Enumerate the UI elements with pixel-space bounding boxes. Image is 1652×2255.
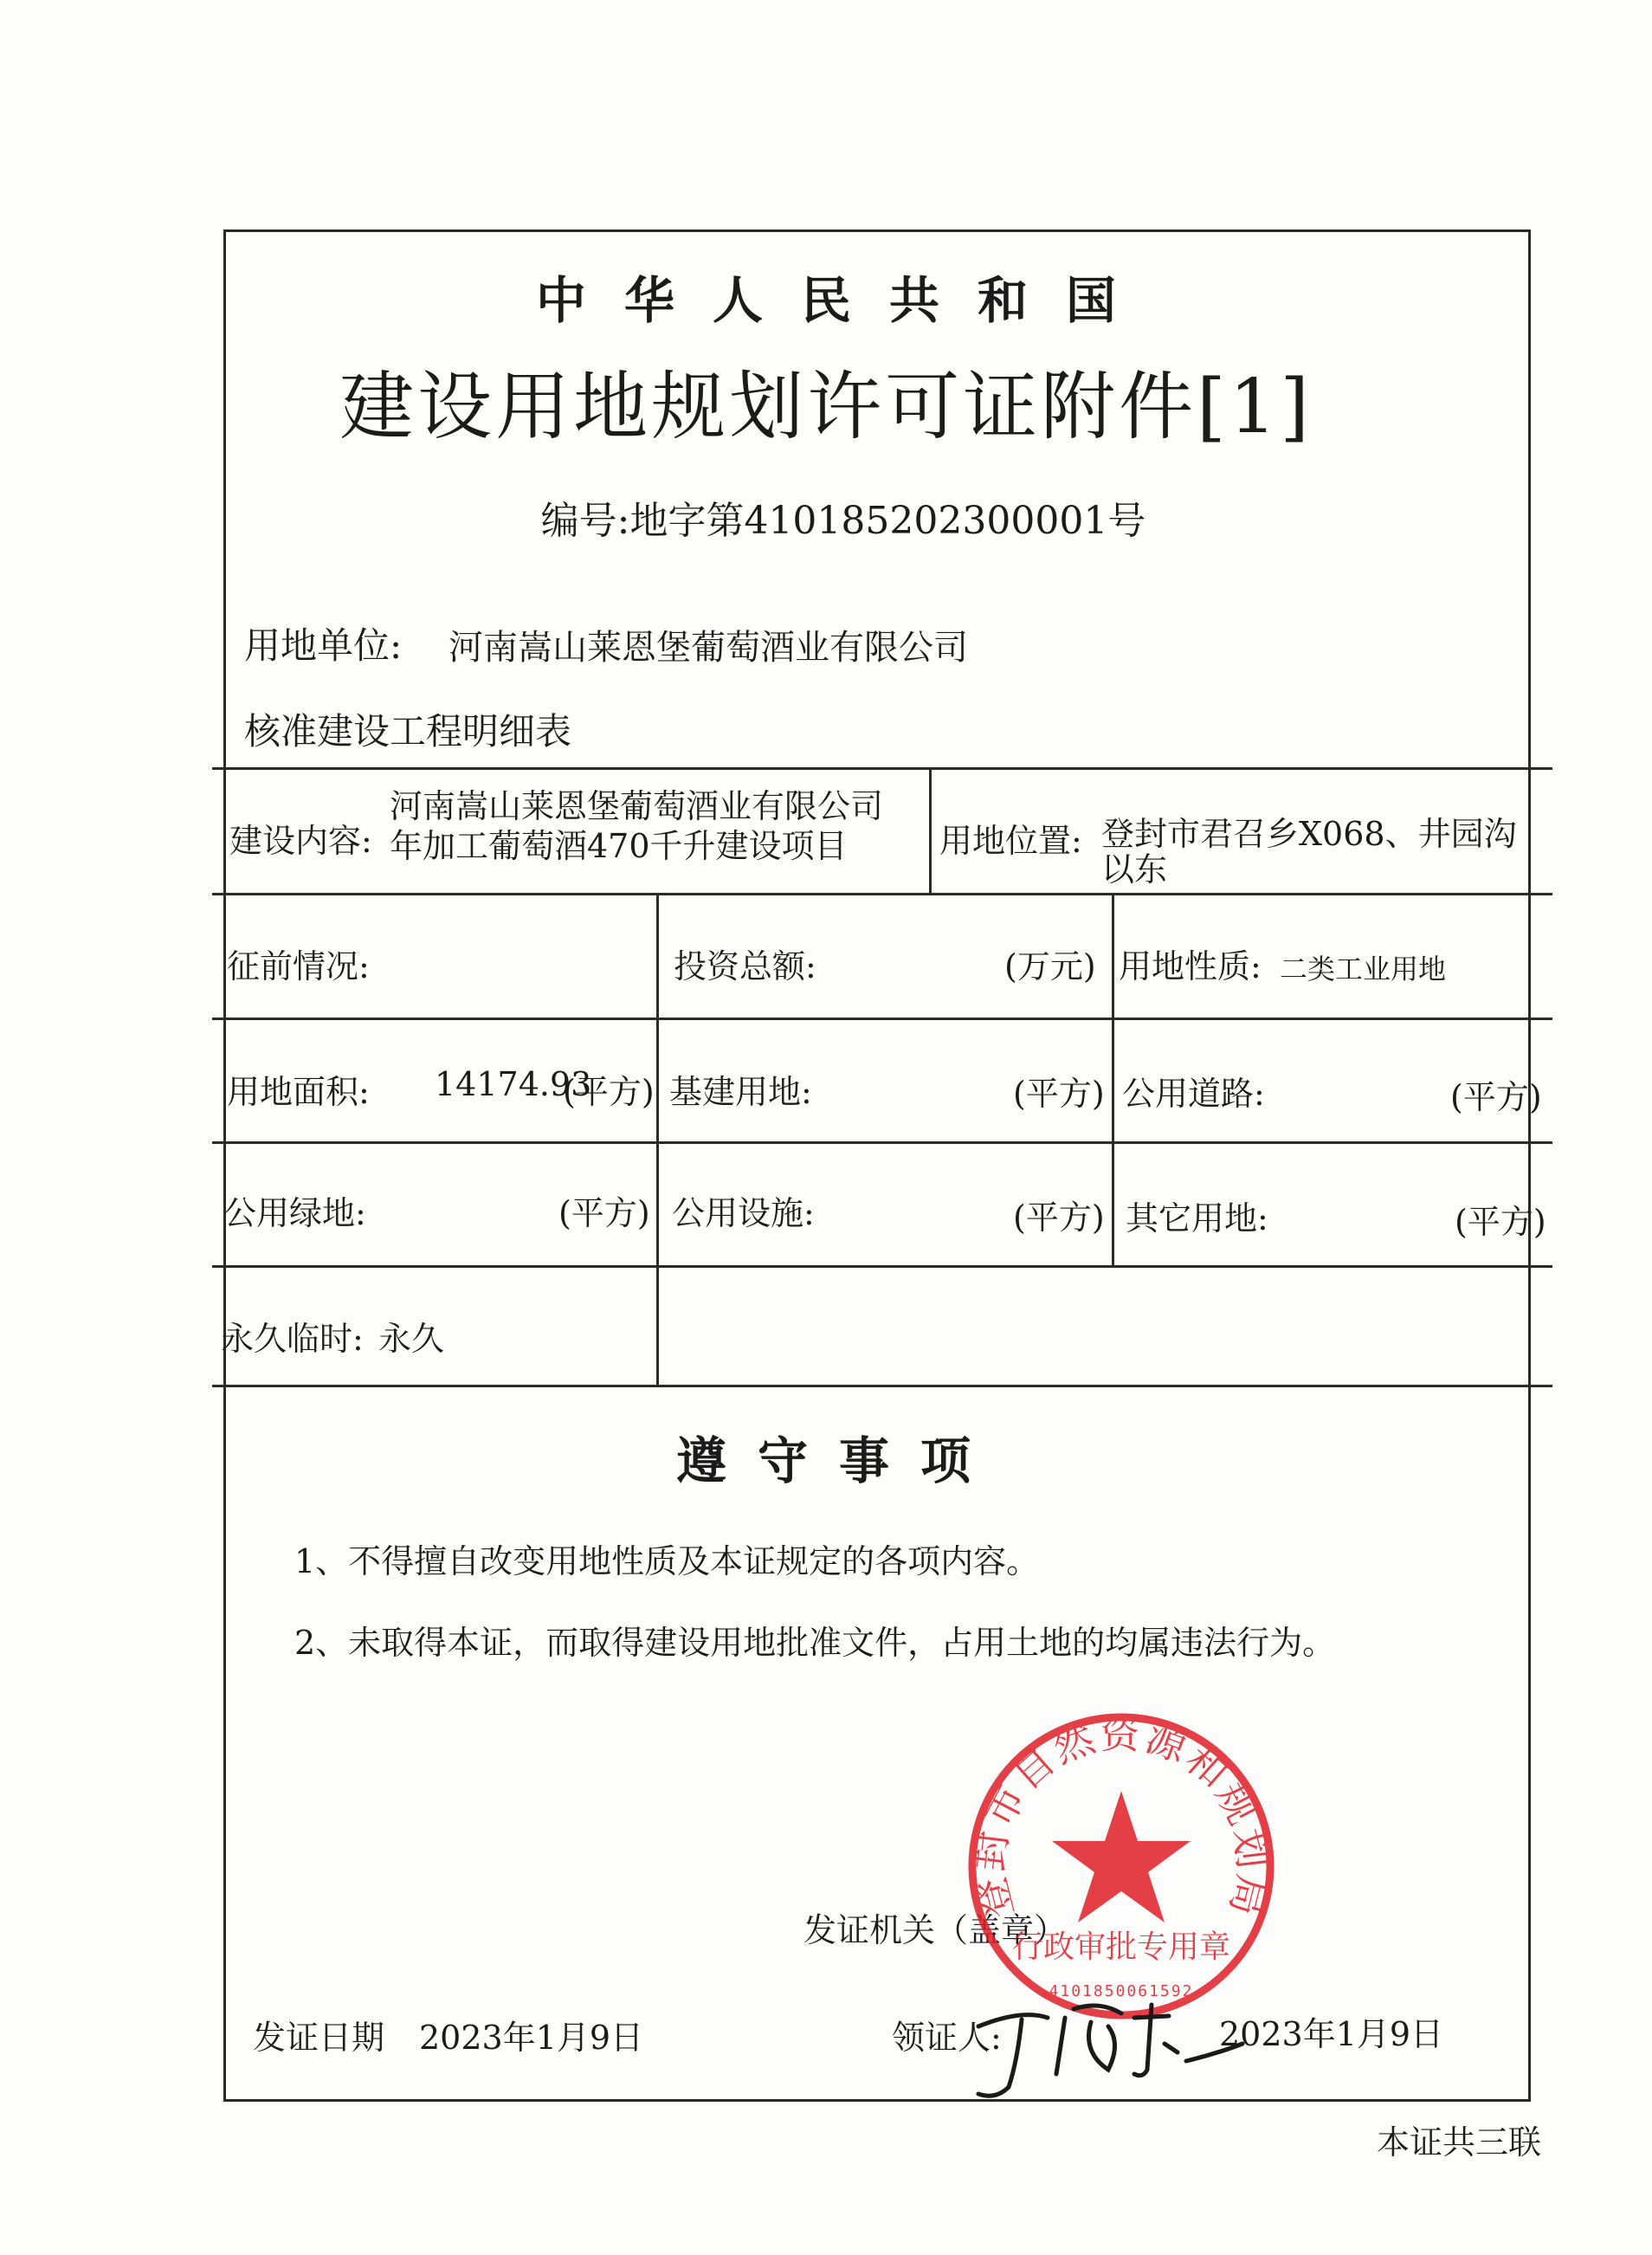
table-divider <box>212 893 1552 895</box>
notice-rule-1: 1、不得擅自改变用地性质及本证规定的各项内容。 <box>294 1542 1040 1580</box>
issue-date-label: 发证日期 <box>253 2019 385 2057</box>
notice-rule-2: 2、未取得本证，而取得建设用地批准文件，占用土地的均属违法行为。 <box>294 1624 1336 1662</box>
public-green-label: 公用绿地: <box>223 1194 366 1232</box>
infrastructure-unit: (平方) <box>1013 1075 1105 1113</box>
applicant-value: 河南嵩山莱恩堡葡萄酒业有限公司 <box>448 628 968 668</box>
investment-label: 投资总额: <box>674 947 816 985</box>
certificate-title: 建设用地规划许可证附件[1] <box>339 364 1313 450</box>
table-divider <box>212 1018 1552 1020</box>
construction-line-1: 河南嵩山莱恩堡葡萄酒业有限公司 <box>390 787 884 825</box>
official-seal <box>957 1697 1286 2035</box>
seal-outer-text: 登封市自然资源和规划局 <box>965 1710 1277 1923</box>
location-line-2: 以东 <box>1101 850 1168 888</box>
table-divider <box>1112 893 1114 1265</box>
recipient-label: 领证人: <box>892 2019 1002 2057</box>
infrastructure-label: 基建用地: <box>669 1073 812 1111</box>
notice-title: 遵守事项 <box>675 1431 1002 1490</box>
table-divider <box>929 767 932 893</box>
land-nature-value: 二类工业用地 <box>1280 953 1447 985</box>
seal-star-icon <box>1052 1791 1191 1922</box>
public-road-unit: (平方) <box>1450 1078 1542 1116</box>
table-divider <box>212 1265 1552 1268</box>
land-area-label: 用地面积: <box>227 1073 370 1111</box>
other-land-label: 其它用地: <box>1126 1199 1268 1237</box>
pre-acquisition-label: 征前情况: <box>227 947 370 985</box>
approved-section-label: 核准建设工程明细表 <box>244 710 572 753</box>
public-facility-label: 公用设施: <box>672 1194 815 1232</box>
construction-label: 建设内容: <box>229 822 372 860</box>
public-road-label: 公用道路: <box>1122 1075 1265 1113</box>
country-heading: 中华人民共和国 <box>535 271 1154 330</box>
location-line-1: 登封市君召乡X068、井园沟 <box>1101 815 1517 853</box>
table-divider <box>656 893 659 1385</box>
land-area-unit: (平方) <box>563 1073 655 1111</box>
table-divider <box>212 1141 1552 1144</box>
recipient-signature <box>970 1992 1247 2104</box>
land-nature-label: 用地性质: <box>1119 947 1262 985</box>
construction-line-2: 年加工葡萄酒470千升建设项目 <box>390 827 848 865</box>
seal-code: 4101850061592 <box>1049 1982 1194 2000</box>
investment-unit: (万元) <box>1004 947 1096 985</box>
term-value: 永久 <box>378 1320 445 1358</box>
seal-inner-text: 行政审批专用章 <box>1011 1929 1231 1965</box>
issuer-label: 发证机关（盖章） <box>803 1911 1068 1949</box>
table-border-top <box>212 767 1552 770</box>
land-area-value: 14174.93 <box>435 1065 592 1103</box>
public-green-unit: (平方) <box>558 1194 650 1232</box>
term-label: 永久临时: <box>221 1320 364 1358</box>
issue-date-value: 2023年1月9日 <box>419 2019 644 2057</box>
certificate-number: 编号:地字第410185202300001号 <box>540 499 1146 543</box>
applicant-label: 用地单位: <box>244 624 403 667</box>
table-border-bottom <box>212 1385 1552 1387</box>
public-facility-unit: (平方) <box>1013 1199 1105 1237</box>
recipient-date: 2023年1月9日 <box>1219 2015 1444 2053</box>
copies-note: 本证共三联 <box>1377 2123 1542 2161</box>
other-land-unit: (平方) <box>1455 1203 1546 1241</box>
location-label: 用地位置: <box>939 822 1082 860</box>
